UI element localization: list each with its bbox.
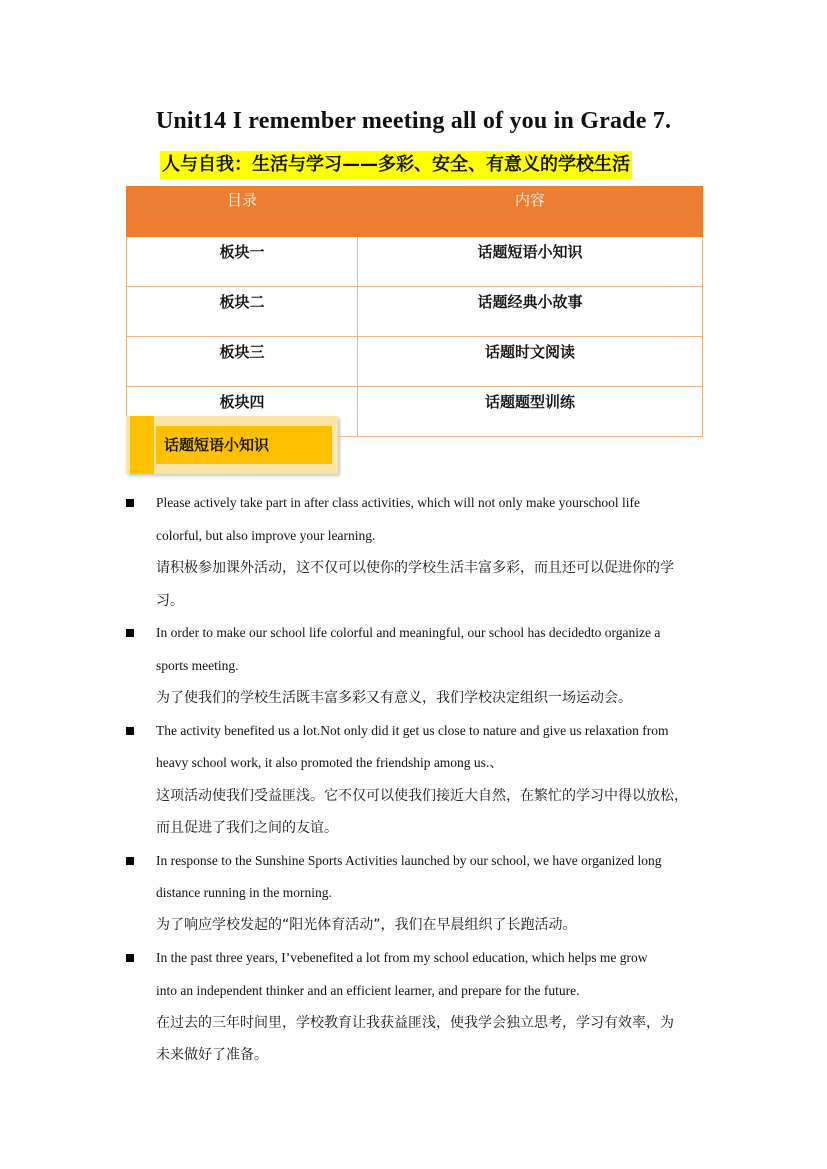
chinese-line: 在过去的三年时间里，学校教育让我获益匪浅，使我学会独立思考，学习有效率，为 <box>156 1015 674 1031</box>
square-bullet-icon <box>126 954 134 962</box>
square-bullet-icon <box>126 857 134 865</box>
section-cell: 板块一 <box>127 237 358 287</box>
section-cell: 板块四 <box>127 387 358 437</box>
section-tag-accent <box>130 416 154 474</box>
chinese-line: 为了响应学校发起的“阳光体育活动”，我们在早晨组织了长跑活动。 <box>156 917 577 933</box>
table-row <box>127 337 703 387</box>
english-line: colorful, but also improve your learning. <box>156 528 376 543</box>
content-cell: 话题时文阅读 <box>358 337 703 387</box>
english-line: distance running in the morning. <box>156 885 332 900</box>
contents-table <box>126 186 703 437</box>
document-title: Unit14 I remember meeting all of you in Grade 7. <box>155 108 672 134</box>
topic-subtitle: 人与自我：生活与学习——多彩、安全、有意义的学校生活 <box>160 151 632 179</box>
chinese-line: 请积极参加课外活动，这不仅可以使你的学校生活丰富多彩，而且还可以促进你的学 <box>156 560 674 576</box>
square-bullet-icon <box>126 629 134 637</box>
chinese-line: 这项活动使我们受益匪浅。它不仅可以使我们接近大自然，在繁忙的学习中得以放松， <box>156 788 688 804</box>
english-line: The activity benefited us a lot.Not only did it get us close to nature and give us relaxation from <box>156 723 669 738</box>
table-row <box>127 287 703 337</box>
english-line: into an independent thinker and an efficient learner, and prepare for the future. <box>156 983 580 998</box>
section-tag <box>126 416 338 474</box>
table-header-row <box>127 187 703 237</box>
content-cell: 话题短语小知识 <box>358 237 703 287</box>
content-cell: 话题题型训练 <box>358 387 703 437</box>
chinese-line: 而且促进了我们之间的友谊。 <box>156 820 338 836</box>
square-bullet-icon <box>126 727 134 735</box>
english-line: In order to make our school life colorful and meaningful, our school has decidedto organize a <box>156 625 661 640</box>
english-line: In response to the Sunshine Sports Activities launched by our school, we have organized long <box>156 853 662 868</box>
english-line: sports meeting. <box>156 658 239 673</box>
square-bullet-icon <box>126 499 134 507</box>
section-cell: 板块二 <box>127 287 358 337</box>
chinese-line: 习。 <box>156 593 184 609</box>
english-line: In the past three years, I’vebenefited a lot from my school education, which helps me grow <box>156 950 648 965</box>
table-row <box>127 237 703 287</box>
english-line: heavy school work, it also promoted the friendship among us.、 <box>156 755 503 770</box>
section-cell: 板块三 <box>127 337 358 387</box>
chinese-line: 未来做好了准备。 <box>156 1047 268 1063</box>
section-tag-label: 话题短语小知识 <box>156 426 332 464</box>
header-catalog: 目录 <box>127 187 358 237</box>
chinese-line: 为了使我们的学校生活既丰富多彩又有意义，我们学校决定组织一场运动会。 <box>156 690 632 706</box>
header-content: 内容 <box>358 187 703 237</box>
content-cell: 话题经典小故事 <box>358 287 703 337</box>
english-line: Please actively take part in after class activities, which will not only make yourschool life <box>156 495 640 510</box>
